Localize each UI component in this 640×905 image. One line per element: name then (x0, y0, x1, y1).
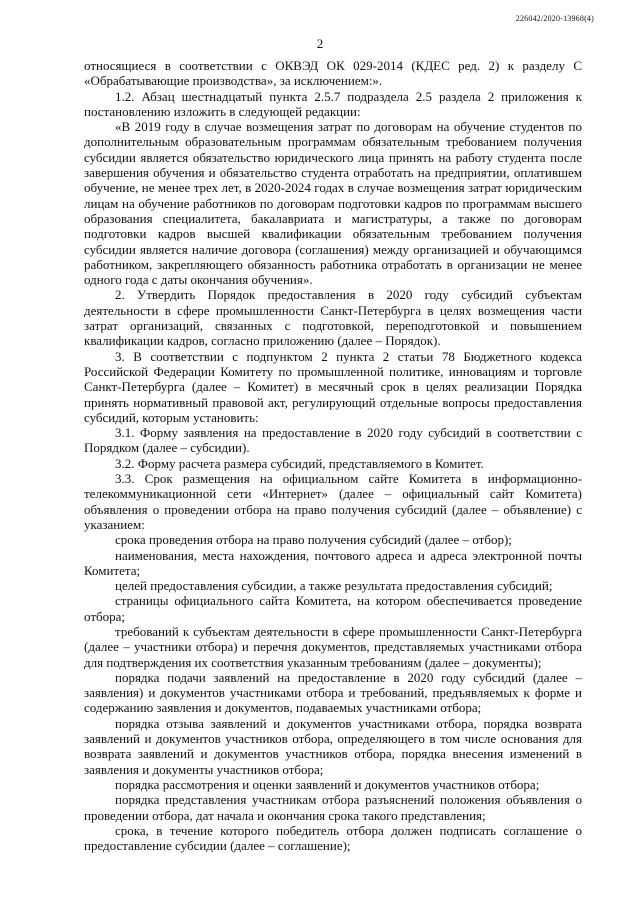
paragraph-3-1: 3.1. Форму заявления на предоставление в 2020 году субсидий в соответствии с Порядком (далее – субсидии). (84, 425, 582, 456)
list-item: срока проведения отбора на право получения субсидий (далее – отбор); (115, 532, 512, 548)
paragraph-continuation: относящиеся в соответствии с ОКВЭД ОК 029-2014 (КДЕС ред. 2) к разделу С «Обрабатывающие производства», за исключением:». (84, 58, 582, 89)
list-item: требований к субъектам деятельности в сфере промышленности Санкт-Петербурга (далее – участники отбора) и перечня документов, представляемых участниками отбора для подтверждения их соответствия указанным требованиям (далее – документы); (84, 623, 582, 670)
list-item: порядка подачи заявлений на предоставление в 2020 году субсидий (далее – заявления) и документов участниками отбора и требований, предъявляемых к форме и содержанию заявления и документов, подаваемых участниками отбора; (84, 669, 582, 716)
list-item: порядка отзыва заявлений и документов участниками отбора, порядка возврата заявлений и документов участников отбора, определяющего в том числе основания для возврата заявлений и документов участников отбора, порядка внесения изменений в заявления и документы участников отбора; (84, 715, 582, 777)
list-item: порядка рассмотрения и оценки заявлений и документов участников отбора; (115, 776, 540, 792)
list-item: страницы официального сайта Комитета, на котором обеспечивается проведение отбора; (84, 593, 582, 624)
list-item: срока, в течение которого победитель отбора должен подписать соглашение о предоставление субсидии (далее – соглашение); (84, 822, 582, 854)
document-id: 226042/2020-13968(4) (515, 14, 594, 23)
list-item: порядка представления участникам отбора разъяснений положения объявления о проведении отбора, дат начала и окончания срока такого представления; (84, 792, 582, 823)
paragraph-quoted-amendment: «В 2019 году в случае возмещения затрат по договорам на обучение студентов по дополнительным образовательным программам обязательным требованием получения субсидии является обязательство юридического лица принять на работу студента после завершения обучения и обязательство студента отработать на предприятии, оплатившем обучение, не менее трех лет, в 2020-2024 годах в случае возмещения затрат юридическим лицам на обучение работников по договорам подготовки кадров по программам высшего образования специалитета, бакалавриата и магистратуры, а также по договорам подготовки кадров высшей квалификации обязательным требованием получения субсидии является наличие договора (соглашения) между организацией и обучающимся работником, закрепляющего обязанность работника отработать в организации не менее одного года с даты окончания обучения». (84, 119, 582, 288)
page-number: 2 (316, 36, 324, 51)
paragraph-2: 2. Утвердить Порядок предоставления в 2020 году субсидий субъектам деятельности в сфере промышленности Санкт-Петербурга в целях возмещения части затрат организаций, связанных с подготовкой, переподготовкой и повышением квалификации кадров, согласно приложению (далее – Порядок). (84, 287, 582, 349)
paragraph-1-2: 1.2. Абзац шестнадцатый пункта 2.5.7 подраздела 2.5 раздела 2 приложения к постановлению изложить в следующей редакции: (84, 88, 582, 119)
paragraph-3: 3. В соответствии с подпунктом 2 пункта 2 статьи 78 Бюджетного кодекса Российской Федерации Комитету по промышленной политике, инновациям и торговле Санкт-Петербурга (далее – Комитет) в месячный срок в целях реализации Порядка принять нормативный правовой акт, регулирующий отдельные вопросы предоставления субсидий, которым установить: (84, 348, 582, 425)
list-item: наименования, места нахождения, почтового адреса и адреса электронной почты Комитета; (84, 547, 582, 578)
list-item: целей предоставления субсидии, а также результата предоставления субсидий; (115, 578, 553, 594)
paragraph-3-3: 3.3. Срок размещения на официальном сайте Комитета в информационно-телекоммуникационной сети «Интернет» (далее – официальный сайт Комитета) объявления о проведении отбора на право получения субсидий (далее – объявление) с указанием: (84, 471, 582, 532)
paragraph-3-2: 3.2. Форму расчета размера субсидий, представляемого в Комитет. (115, 455, 484, 471)
document-body (84, 58, 582, 853)
